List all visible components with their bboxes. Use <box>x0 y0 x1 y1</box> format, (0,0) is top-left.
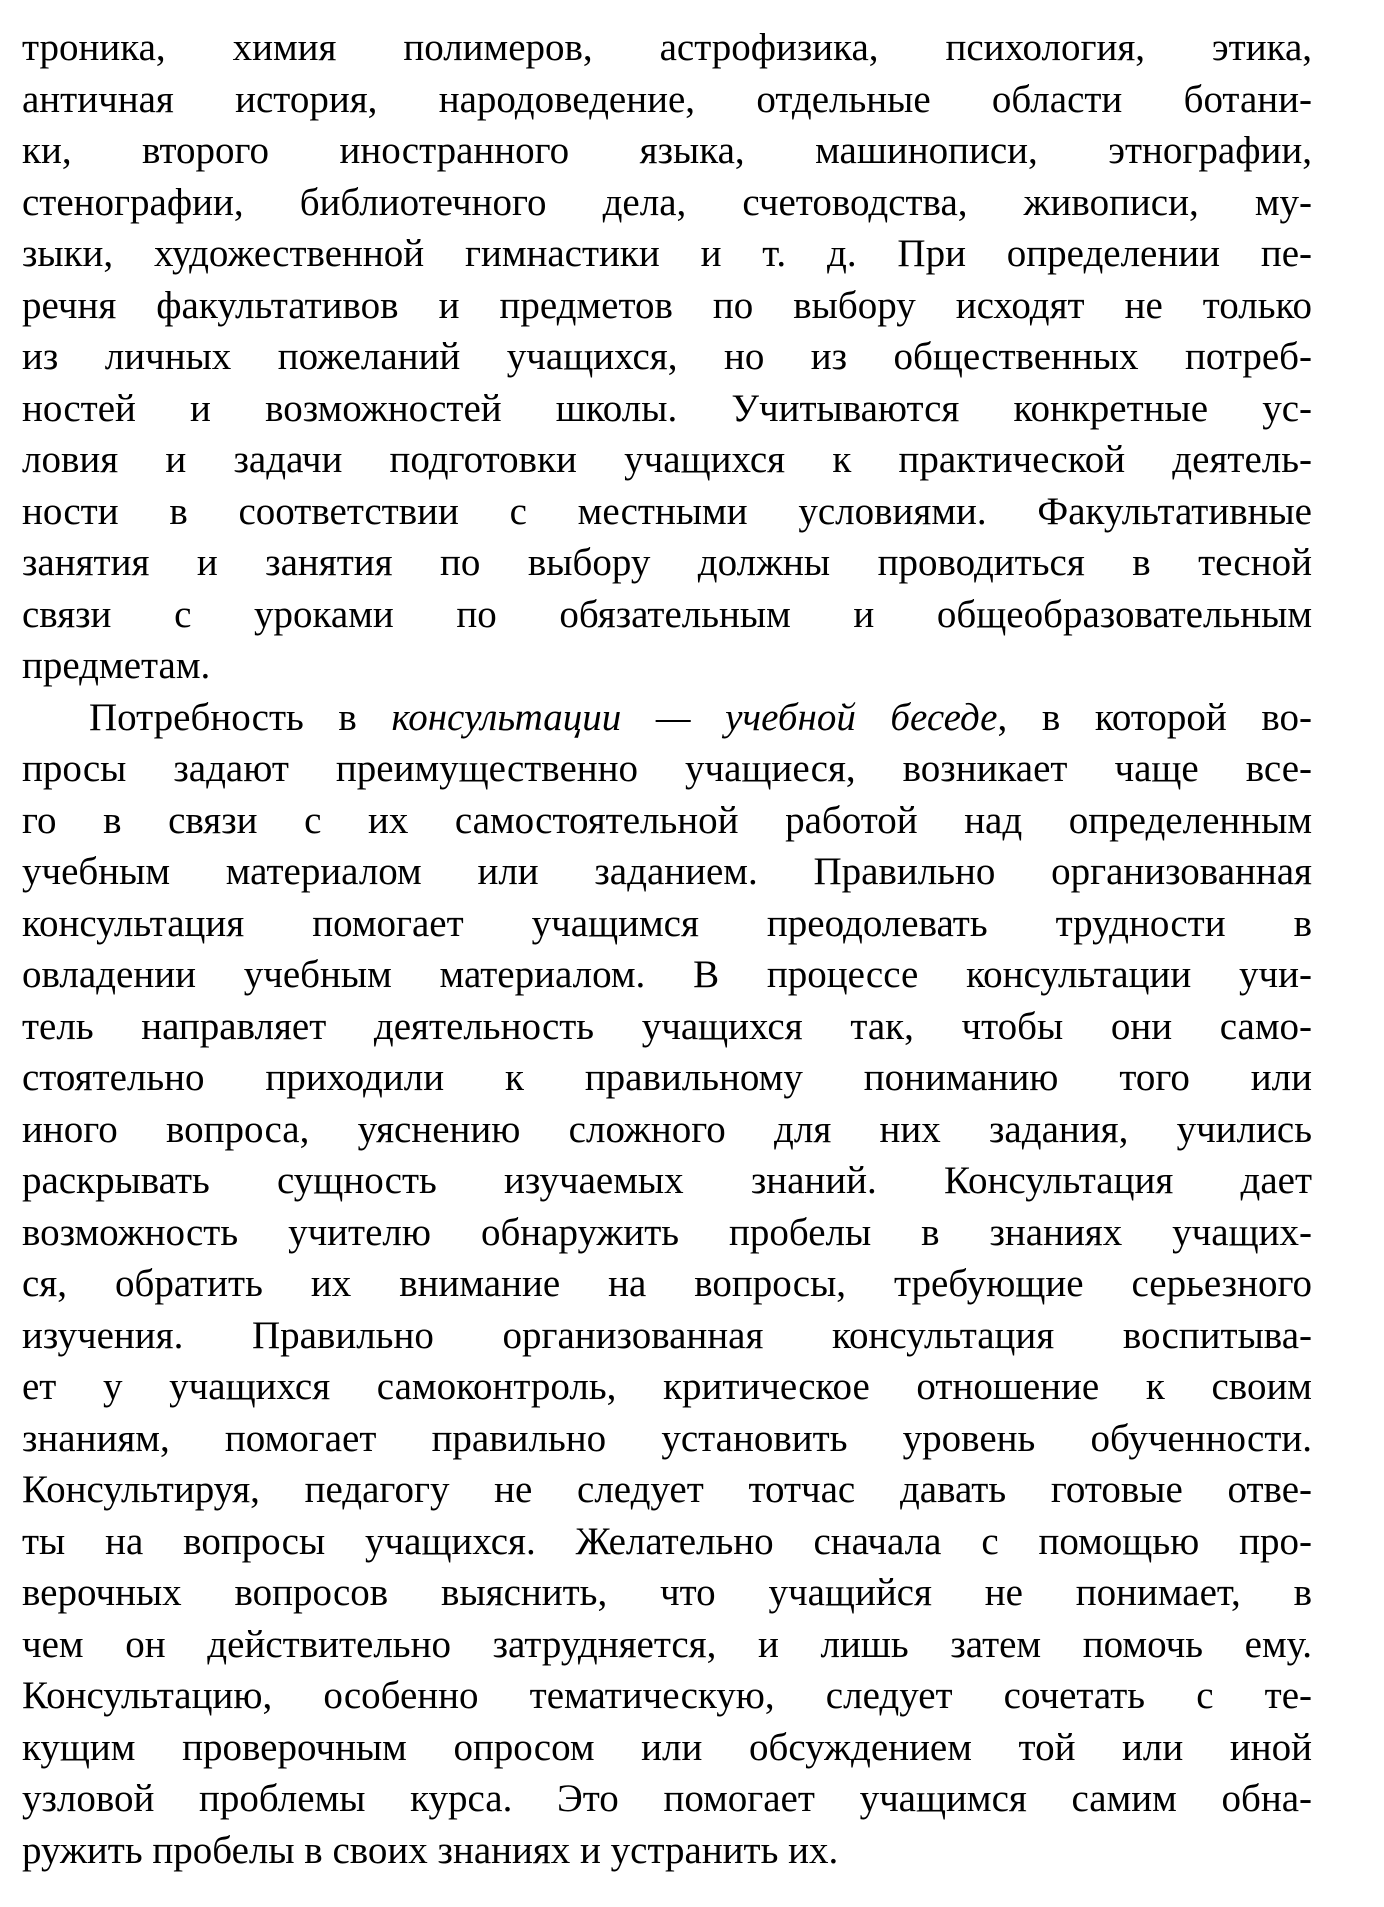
text-line: ружить пробелы в своих знаниях и устранить их. <box>22 1828 839 1872</box>
paragraph-consultation <box>22 692 1312 1877</box>
text-line: верочных вопросов выяснить, что учащийся не понимает, в <box>22 1571 1312 1614</box>
text-line: ся, обратить их внимание на вопросы, требующие серьезного <box>22 1262 1312 1305</box>
text-line: го в связи с их самостоятельной работой над определенным <box>22 798 1312 842</box>
text-line: ловия и задачи подготовки учащихся к практической деятель- <box>22 438 1312 481</box>
text-line: раскрывать сущность изучаемых знаний. Консультация дает <box>22 1159 1312 1202</box>
text-line: ки, второго иностранного языка, машинописи, этнографии, <box>22 129 1312 172</box>
text-line: изучения. Правильно организованная консультация воспитыва- <box>22 1313 1312 1357</box>
text-line: зыки, художественной гимнастики и т. д. При определении пе- <box>22 232 1312 275</box>
text-line-first <box>22 692 1312 744</box>
text-line: стенографии, библиотечного дела, счетоводства, живописи, му- <box>22 180 1312 224</box>
text-line: предметам. <box>22 644 211 687</box>
text-line: просы задают преимущественно учащиеся, возникает чаще все- <box>22 747 1312 790</box>
text-line: стоятельно приходили к правильному пониманию того или <box>22 1056 1312 1099</box>
text-line: ты на вопросы учащихся. Желательно сначала с помощью про- <box>22 1519 1312 1563</box>
text-line: иного вопроса, уяснению сложного для них задания, учились <box>22 1107 1312 1151</box>
text-line: троника, химия полимеров, астрофизика, психология, этика, <box>22 26 1312 69</box>
text-line: тель направляет деятельность учащихся так, чтобы они само- <box>22 1004 1312 1048</box>
italic-term: консультации — учебной беседе <box>391 695 998 739</box>
text-line: знаниям, помогает правильно установить уровень обученности. <box>22 1416 1312 1460</box>
text-line: Консультируя, педагогу не следует тотчас давать готовые отве- <box>22 1468 1312 1511</box>
text-line: Консультацию, особенно тематическую, следует сочетать с те- <box>22 1674 1312 1717</box>
text-line: чем он действительно затрудняется, и лишь затем помочь ему. <box>22 1622 1312 1666</box>
text-line: из личных пожеланий учащихся, но из общественных потреб- <box>22 335 1312 378</box>
text-line: ет у учащихся самоконтроль, критическое отношение к своим <box>22 1365 1312 1408</box>
text-span: , в которой во- <box>997 695 1312 739</box>
text-line: античная история, народоведение, отдельные области ботани- <box>22 77 1312 121</box>
text-span: Потребность в <box>89 695 392 739</box>
text-line: учебным материалом или заданием. Правильно организованная <box>22 850 1312 893</box>
paragraph-electives <box>22 22 1312 692</box>
text-line: связи с уроками по обязательным и общеобразовательным <box>22 592 1312 636</box>
text-line: речня факультативов и предметов по выбору исходят не только <box>22 283 1312 327</box>
document-page <box>22 22 1312 1882</box>
text-line: узловой проблемы курса. Это помогает учащимся самим обна- <box>22 1777 1312 1820</box>
text-line: овладении учебным материалом. В процессе консультации учи- <box>22 953 1312 996</box>
text-line: занятия и занятия по выбору должны проводиться в тесной <box>22 541 1312 584</box>
text-line: ности в соответствии с местными условиями. Факультативные <box>22 489 1312 533</box>
text-line: консультация помогает учащимся преодолевать трудности в <box>22 901 1312 945</box>
text-line: ностей и возможностей школы. Учитываются конкретные ус- <box>22 386 1312 430</box>
text-line: возможность учителю обнаружить пробелы в знаниях учащих- <box>22 1210 1312 1254</box>
text-line: кущим проверочным опросом или обсуждением той или иной <box>22 1725 1312 1769</box>
